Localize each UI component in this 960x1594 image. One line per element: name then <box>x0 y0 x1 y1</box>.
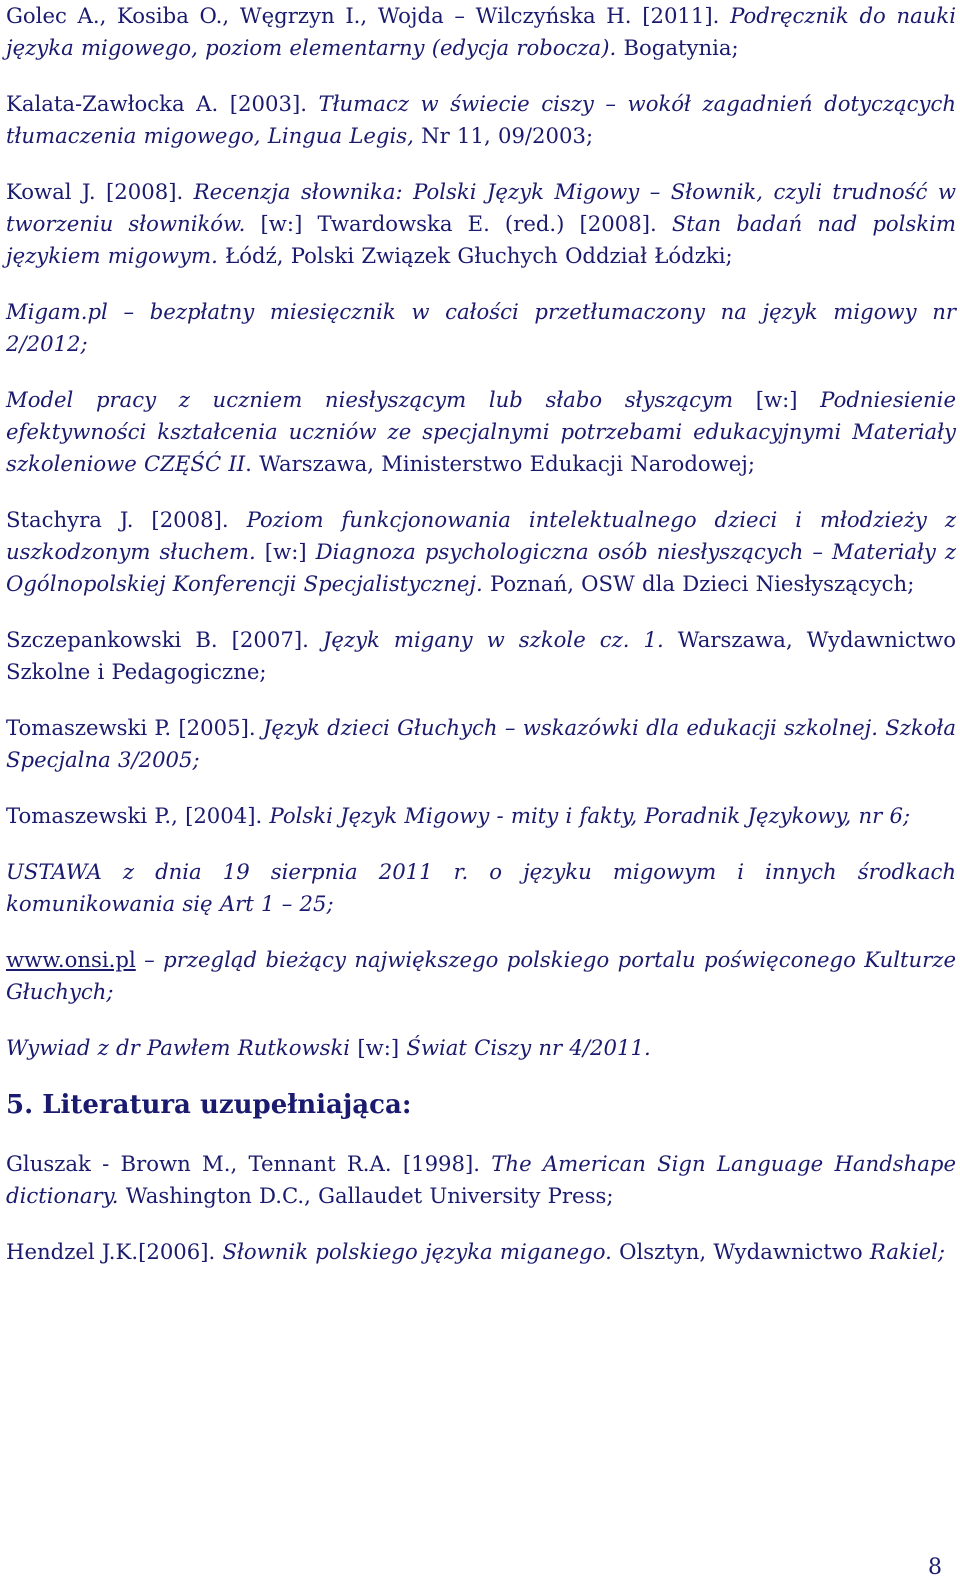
reference-entry <box>6 296 956 360</box>
reference-text: Diagnoza psychologiczna osób niesłyszących – Materiały z Ogólnopolskiej Konferencji Specjalistycznej. <box>6 539 956 596</box>
reference-text: Polski Język Migowy - mity i fakty, <box>269 803 638 828</box>
reference-text: Warszawa, Wydawnictwo Szkolne i Pedagogiczne; <box>6 627 957 684</box>
reference-text: Język migany w szkole cz. 1. <box>322 627 664 652</box>
document-page <box>6 0 956 1292</box>
reference-text: Podniesienie efektywności kształcenia uczniów ze specjalnymi potrzebami edukacyjnymi Materiały szkoleniowe CZĘŚĆ II <box>6 387 956 476</box>
reference-text: Tłumacz w świecie ciszy – wokół zagadnień dotyczących tłumaczenia migowego, Lingua Legis, <box>6 91 956 148</box>
page-number: 8 <box>928 1555 942 1580</box>
reference-text: [w:] Twardowska E. (red.) [2008]. <box>245 211 672 236</box>
reference-text: Świat Ciszy nr 4/2011. <box>406 1035 651 1060</box>
reference-entry <box>6 1032 956 1064</box>
reference-text: Tomaszewski P., [2004]. <box>6 803 270 828</box>
reference-text: Podręcznik do nauki języka migowego, poziom elementarny (edycja robocza). <box>6 3 956 60</box>
reference-text: Recenzja słownika: Polski Język Migowy – Słownik, czyli trudność w tworzeniu słowników. <box>6 179 956 236</box>
reference-text: Washington D.C., Gallaudet University Press; <box>118 1183 614 1208</box>
reference-text: Rakiel; <box>869 1239 946 1264</box>
reference-text: Język dzieci Głuchych – wskazówki dla edukacji szkolnej. Szkoła Specjalna 3/2005; <box>6 715 957 772</box>
reference-text: Model pracy z uczniem niesłyszącym lub słabo słyszącym <box>6 387 734 412</box>
reference-entry <box>6 944 956 1008</box>
reference-text: Hendzel J.K.[2006]. <box>6 1239 223 1264</box>
reference-entry <box>6 88 956 152</box>
supplementary-list <box>6 1148 956 1268</box>
reference-entry <box>6 504 956 600</box>
reference-text: [w:] <box>255 539 316 564</box>
reference-text: . Warszawa, Ministerstwo Edukacji Narodowej; <box>245 451 756 476</box>
references-list <box>6 0 956 1064</box>
reference-entry <box>6 0 956 64</box>
supplementary-entry <box>6 1236 956 1268</box>
reference-entry <box>6 712 956 776</box>
reference-text: Szczepankowski B. [2007]. <box>6 627 323 652</box>
reference-text: Słownik polskiego języka miganego. <box>222 1239 612 1264</box>
reference-text: Poradnik Językowy, nr 6; <box>644 803 911 828</box>
reference-text: Olsztyn, Wydawnictwo <box>611 1239 870 1264</box>
reference-text: [w:] <box>350 1035 407 1060</box>
reference-text: Stachyra J. [2008]. <box>6 507 247 532</box>
reference-text: Poznań, OSW dla Dzieci Niesłyszących; <box>482 571 915 596</box>
reference-entry <box>6 176 956 272</box>
reference-text: Wywiad z dr Pawłem Rutkowski <box>6 1035 351 1060</box>
reference-text: Migam.pl – bezpłatny miesięcznik w całości przetłumaczony na język migowy nr 2/2012; <box>6 299 956 356</box>
reference-text: Kalata-Zawłocka A. [2003]. <box>6 91 319 116</box>
reference-text: Nr 11, 09/2003; <box>413 123 594 148</box>
reference-text: Łódź, Polski Związek Głuchych Oddział Łódzki; <box>217 243 733 268</box>
reference-entry <box>6 856 956 920</box>
reference-entry <box>6 800 956 832</box>
reference-link[interactable]: www.onsi.pl <box>6 947 136 972</box>
reference-text: [w:] <box>733 387 821 412</box>
reference-text: Tomaszewski P. [2005]. <box>6 715 263 740</box>
reference-text: The American Sign Language Handshape dictionary. <box>6 1151 957 1208</box>
reference-text: Golec A., Kosiba O., Węgrzyn I., Wojda – Wilczyńska H. [2011]. <box>6 3 731 28</box>
reference-text: Poziom funkcjonowania intelektualnego dzieci i młodzieży z uszkodzonym słuchem. <box>6 507 956 564</box>
section-heading: 5. Literatura uzupełniająca: <box>6 1090 412 1120</box>
reference-text: Gluszak - Brown M., Tennant R.A. [1998]. <box>6 1151 492 1176</box>
reference-text: Stan badań nad polskim językiem migowym. <box>6 211 957 268</box>
reference-entry <box>6 624 956 688</box>
reference-entry <box>6 384 956 480</box>
reference-text: Kowal J. [2008]. <box>6 179 194 204</box>
reference-text: Bogatynia; <box>616 35 739 60</box>
reference-text: – przegląd bieżący największego polskiego portalu poświęconego Kulturze Głuchych; <box>6 947 956 1004</box>
supplementary-entry <box>6 1148 956 1212</box>
reference-text: USTAWA z dnia 19 sierpnia 2011 r. o języku migowym i innych środkach komunikowania się Art 1 – 25; <box>6 859 956 916</box>
